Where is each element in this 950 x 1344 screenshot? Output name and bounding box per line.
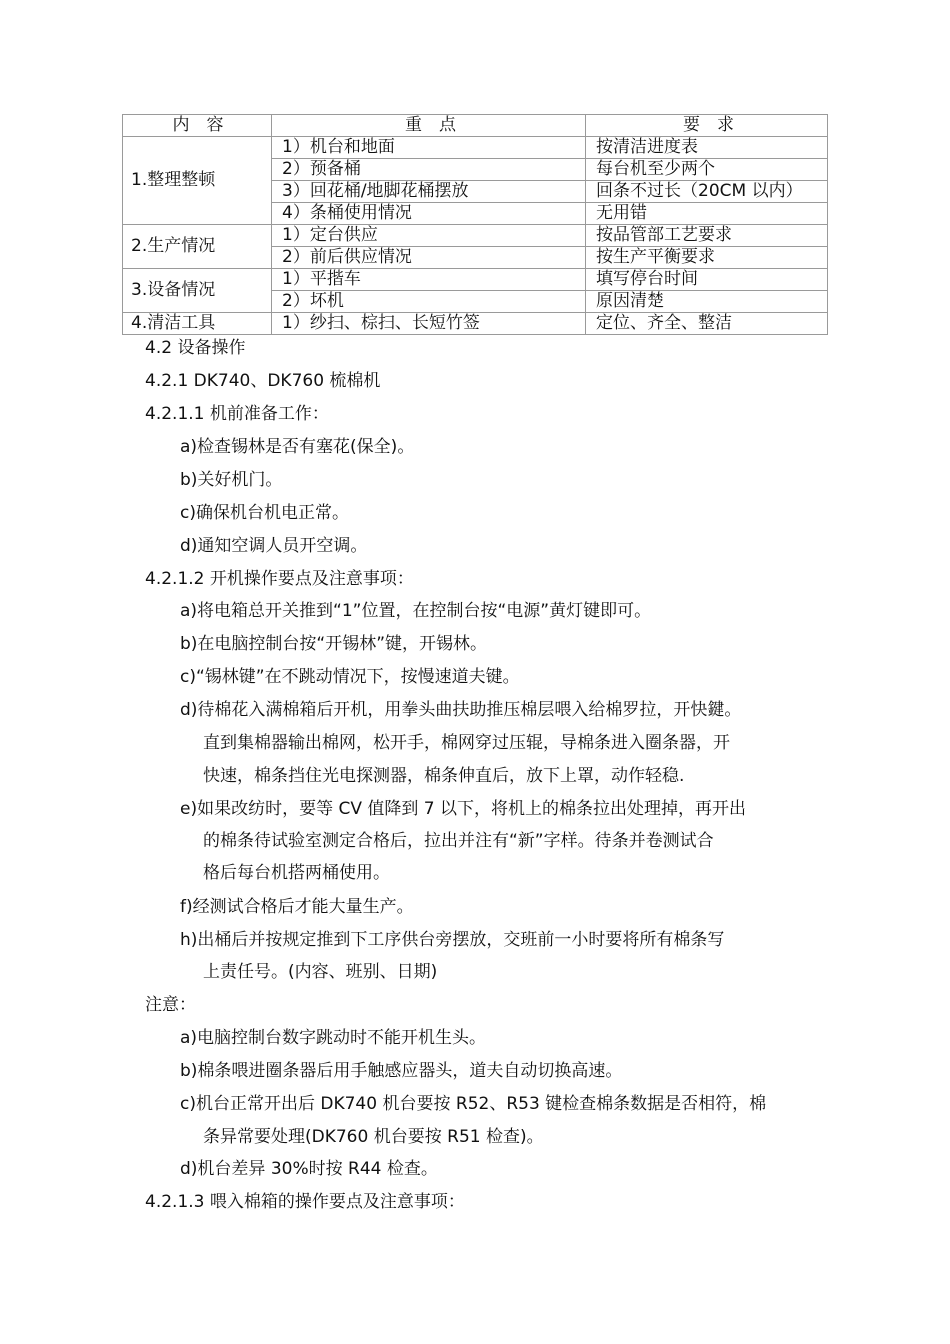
table-row	[123, 137, 828, 159]
requirement-cell: 回条不过长（20CM 以内）	[586, 181, 828, 203]
requirement-cell: 无用错	[586, 203, 828, 225]
list-item: d)通知空调人员开空调。	[180, 536, 368, 556]
list-item: c)“锡林键”在不跳动情况下，按慢速道夫键。	[180, 667, 520, 687]
category-cell: 1.整理整顿	[123, 137, 272, 225]
section-heading: 4.2.1.3 喂入棉箱的操作要点及注意事项：	[145, 1192, 465, 1212]
keypoint-cell: 2）坏机	[272, 291, 586, 313]
note-heading: 注意：	[145, 995, 196, 1015]
list-item: d)待棉花入满棉箱后开机，用拳头曲扶助推压棉层喂入给棉罗拉，开快鍵。	[180, 700, 742, 720]
requirement-cell: 按品管部工艺要求	[586, 225, 828, 247]
section-heading: 4.2.1.2 开机操作要点及注意事项：	[145, 569, 414, 589]
requirement-cell: 每台机至少两个	[586, 159, 828, 181]
checklist-table	[122, 114, 828, 335]
keypoint-cell: 1）平揩车	[272, 269, 586, 291]
table-row	[123, 225, 828, 247]
keypoint-cell: 1）定台供应	[272, 225, 586, 247]
section-heading: 4.2.1 DK740、DK760 梳棉机	[145, 371, 381, 391]
table-header-row	[123, 115, 828, 137]
list-item: h)出桶后并按规定推到下工序供台旁摆放，交班前一小时要将所有棉条写	[180, 930, 725, 950]
list-item-continuation: 快速，棉条挡住光电探测器，棉条伸直后，放下上罩，动作轻稳.	[203, 766, 685, 786]
list-item: d)机台差异 30%时按 R44 检查。	[180, 1159, 438, 1179]
header-requirement: 要 求	[586, 115, 828, 137]
keypoint-cell: 4）条桶使用情况	[272, 203, 586, 225]
list-item: c)确保机台机电正常。	[180, 503, 349, 523]
list-item: a)电脑控制台数字跳动时不能开机生头。	[180, 1028, 487, 1048]
category-cell: 3.设备情况	[123, 269, 272, 313]
requirement-cell: 填写停台时间	[586, 269, 828, 291]
table-row	[123, 269, 828, 291]
category-cell: 4.清洁工具	[123, 313, 272, 335]
requirement-cell: 按清洁进度表	[586, 137, 828, 159]
list-item-continuation: 的棉条待试验室测定合格后，拉出并注有“新”字样。待条并卷测试合	[203, 831, 714, 851]
list-item-continuation: 直到集棉器输出棉网，松开手，棉网穿过压辊，导棉条进入圈条器，开	[203, 733, 730, 753]
list-item: c)机台正常开出后 DK740 机台要按 R52、R53 键检查棉条数据是否相符，棉	[180, 1094, 767, 1114]
keypoint-cell: 2）前后供应情况	[272, 247, 586, 269]
keypoint-cell: 1）纱扫、棕扫、长短竹签	[272, 313, 586, 335]
list-item-continuation: 上责任号。(内容、班别、日期)	[203, 962, 438, 982]
list-item: a)检查锡林是否有塞花(保全)。	[180, 437, 415, 457]
requirement-cell: 原因清楚	[586, 291, 828, 313]
table-row	[123, 313, 828, 335]
header-keypoint: 重 点	[272, 115, 586, 137]
header-content: 内 容	[123, 115, 272, 137]
requirement-cell: 定位、齐全、整洁	[586, 313, 828, 335]
list-item: a)将电箱总开关推到“1”位置，在控制台按“电源”黄灯键即可。	[180, 601, 652, 621]
section-heading: 4.2.1.1 机前准备工作：	[145, 404, 329, 424]
list-item: b)关好机门。	[180, 470, 283, 490]
list-item: f)经测试合格后才能大量生产。	[180, 897, 414, 917]
requirement-cell: 按生产平衡要求	[586, 247, 828, 269]
keypoint-cell: 3）回花桶/地脚花桶摆放	[272, 181, 586, 203]
keypoint-cell: 2）预备桶	[272, 159, 586, 181]
list-item: b)棉条喂进圈条器后用手触感应器头，道夫自动切换高速。	[180, 1061, 623, 1081]
list-item: b)在电脑控制台按“开锡林”键，开锡林。	[180, 634, 488, 654]
category-cell: 2.生产情况	[123, 225, 272, 269]
section-heading: 4.2 设备操作	[145, 338, 246, 358]
list-item-continuation: 条异常要处理(DK760 机台要按 R51 检查)。	[203, 1127, 544, 1147]
list-item-continuation: 格后每台机搭两桶使用。	[203, 863, 390, 883]
list-item: e)如果改纺时，要等 CV 值降到 7 以下，将机上的棉条拉出处理掉，再开出	[180, 799, 747, 819]
keypoint-cell: 1）机台和地面	[272, 137, 586, 159]
